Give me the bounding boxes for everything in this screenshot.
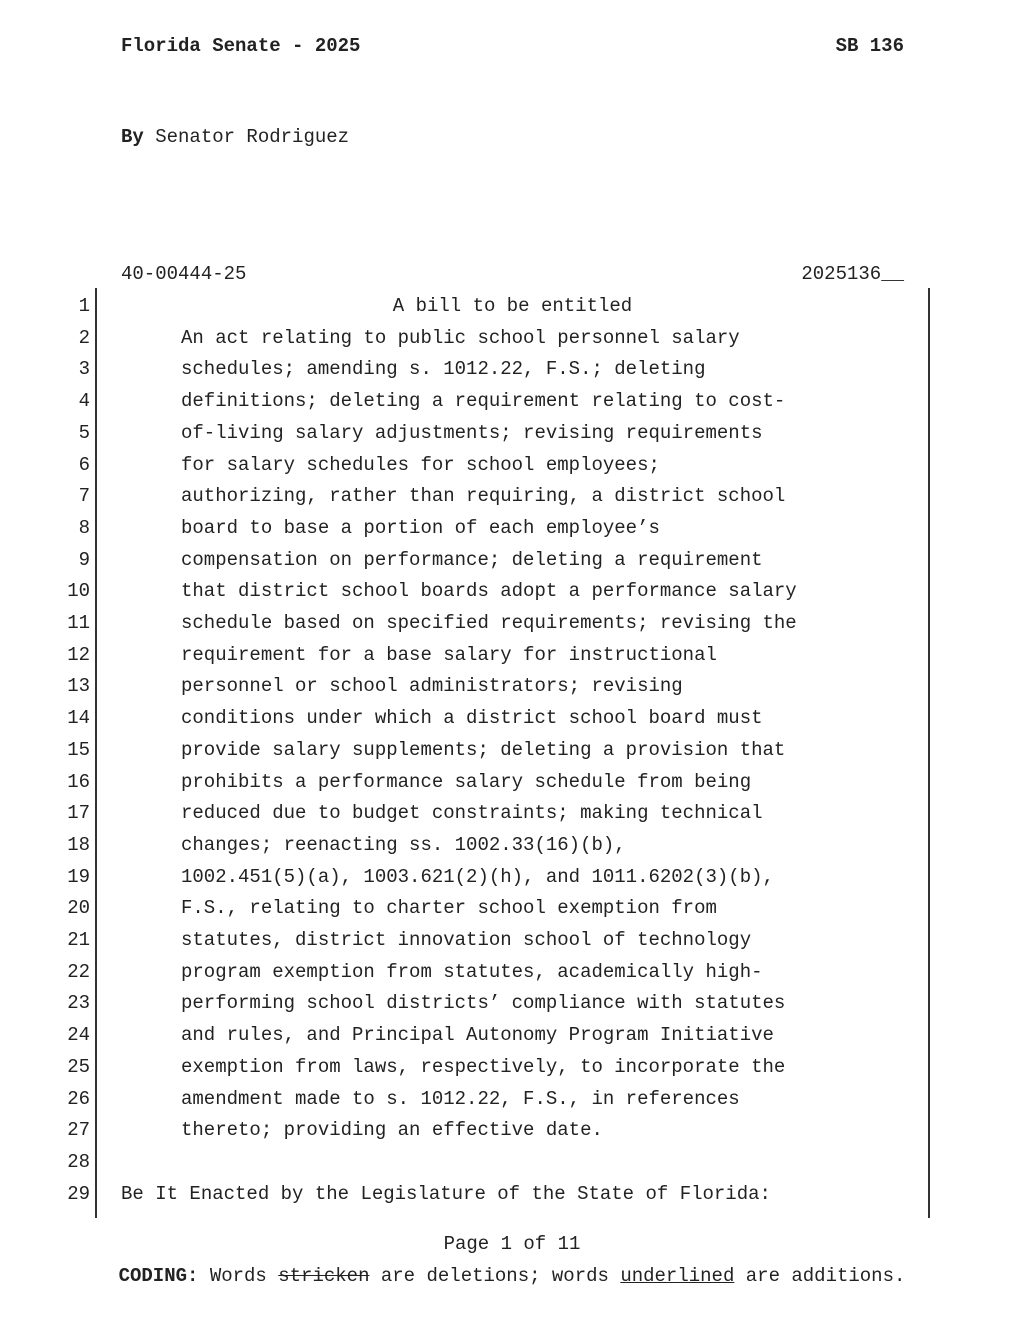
bill-line [0,670,1024,702]
coding-words: Words [209,1265,267,1287]
bill-line [0,734,1024,766]
bill-line [0,575,1024,607]
line-number: 19 [67,865,90,888]
line-text: requirement for a base salary for instructional [181,643,717,666]
bill-line [0,1019,1024,1051]
bill-line [0,1114,1024,1146]
line-text: personnel or school administrators; revising [181,675,683,698]
line-text: reduced due to budget constraints; making technical [181,802,763,825]
bill-line [0,607,1024,639]
line-number: 25 [67,1055,90,1078]
bill-line [0,449,1024,481]
line-number: 23 [67,992,90,1015]
line-text: Be It Enacted by the Legislature of the State of Florida: [121,1182,771,1205]
bill-line [0,480,1024,512]
bill-line [0,385,1024,417]
line-number: 18 [67,833,90,856]
line-text: changes; reenacting ss. 1002.33(16)(b), [181,833,626,856]
bill-line [0,639,1024,671]
line-text: A bill to be entitled [392,295,633,317]
line-number: 29 [67,1182,90,1205]
document-code: 40-00444-25 [121,263,247,285]
coding-legend [0,1265,1024,1287]
line-text: conditions under which a district school board must [181,707,763,730]
line-text: board to base a portion of each employee’s [181,516,660,539]
header-bill-number: SB 136 [835,35,904,57]
line-number: 8 [78,516,90,539]
bill-line [0,544,1024,576]
line-number: 20 [67,897,90,920]
line-number: 21 [67,929,90,951]
line-number: 28 [67,1150,90,1173]
line-text: exemption from laws, respectively, to incorporate the [181,1055,786,1078]
coding-stricken: stricken [278,1265,370,1287]
sponsor-line [121,126,349,148]
bill-line [0,322,1024,354]
line-number: 12 [67,643,90,666]
line-number: 16 [67,770,90,793]
line-number: 2 [78,326,90,349]
bill-line [0,766,1024,798]
bill-line [0,353,1024,385]
line-number: 3 [78,358,90,381]
line-number: 14 [67,707,90,730]
line-number: 10 [67,580,90,603]
sponsor-label: By [121,126,144,148]
sponsor-name: Senator Rodriguez [155,126,350,148]
bill-line [0,956,1024,988]
line-text: definitions; deleting a requirement relating to cost- [181,390,786,413]
bill-line [0,987,1024,1019]
line-number: 15 [67,738,90,761]
line-text: that district school boards adopt a performance salary [181,580,797,603]
line-number: 5 [78,421,90,444]
bill-line [0,829,1024,861]
bill-line [0,290,1024,322]
line-text: thereto; providing an effective date. [181,1119,603,1142]
line-number: 22 [67,960,90,983]
line-text: amendment made to s. 1012.22, F.S., in references [181,1087,740,1110]
line-number: 13 [67,675,90,698]
line-text: statutes, district innovation school of technology [181,929,752,951]
coding-mid: are deletions; words [380,1265,609,1287]
line-number: 24 [67,1024,90,1047]
line-text: for salary schedules for school employees; [181,453,660,476]
page-indicator: Page 1 of 11 [443,1233,581,1255]
line-text: program exemption from statutes, academically high- [181,960,763,983]
line-text: provide salary supplements; deleting a provision that [181,738,786,761]
line-number: 1 [78,295,90,317]
line-number: 11 [67,612,90,634]
line-number: 9 [78,548,90,571]
coding-underlined: underlined [620,1265,735,1287]
bill-code: 2025136__ [801,263,904,285]
bill-line [0,417,1024,449]
bill-line [0,1051,1024,1083]
coding-end: are additions. [745,1265,906,1287]
line-number: 6 [78,453,90,476]
line-text: of-living salary adjustments; revising requirements [181,421,763,444]
coding-label: CODING: [118,1265,199,1287]
line-number: 27 [67,1119,90,1142]
header-chamber-year: Florida Senate - 2025 [121,35,361,57]
line-text: F.S., relating to charter school exemption from [181,897,717,920]
bill-line [0,797,1024,829]
line-text: and rules, and Principal Autonomy Program Initiative [181,1024,774,1047]
line-number: 4 [78,390,90,413]
line-text: compensation on performance; deleting a requirement [181,548,763,571]
bill-line [0,512,1024,544]
bill-line [0,702,1024,734]
bill-line [0,1146,1024,1178]
line-text: 1002.451(5)(a), 1003.621(2)(h), and 1011.6202(3)(b), [181,865,774,888]
bill-line [0,924,1024,956]
line-text: schedules; amending s. 1012.22, F.S.; deleting [181,358,706,381]
bill-line [0,892,1024,924]
line-text: performing school districts’ compliance with statutes [181,992,786,1015]
line-text: An act relating to public school personnel salary [181,326,740,349]
bill-line [0,1083,1024,1115]
line-number: 7 [78,485,90,508]
line-text: prohibits a performance salary schedule from being [181,770,752,793]
line-number: 17 [67,802,90,825]
bill-line [0,1178,1024,1210]
line-number: 26 [67,1087,90,1110]
bill-line [0,861,1024,893]
line-text: schedule based on specified requirements; revising the [181,612,797,634]
line-text: authorizing, rather than requiring, a district school [181,485,786,508]
